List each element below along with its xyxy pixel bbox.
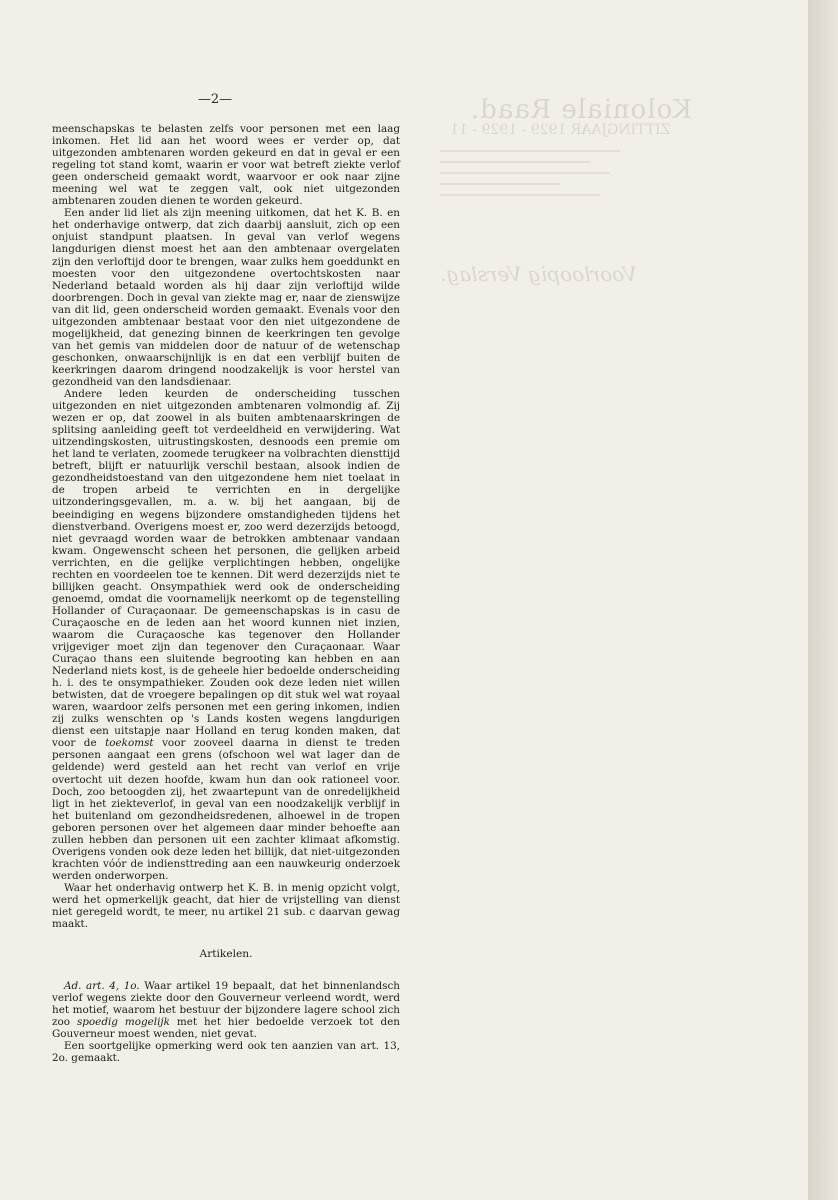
article-text-b: met het hier bedoelde verzoek tot den Gouverneur moest wenden, niet gevat. <box>52 1016 400 1041</box>
article-text-a: Waar artikel 19 bepaalt, dat het binnenlandsch verlof wegens ziekte door den Gouverneur verleend wordt, werd het motief, waarom het bestuur der bijzondere lagere school zich zoo <box>52 980 400 1029</box>
section-heading: Artikelen. <box>199 948 253 961</box>
article-emphasis: spoedig mogelijk <box>76 1016 170 1029</box>
article-reference: Ad. art. 4, 1o. <box>64 980 140 993</box>
article-paragraph <box>52 980 400 1040</box>
show-through-title: Koloniale Raad. <box>470 95 692 125</box>
show-through-lines <box>440 150 640 205</box>
show-through-session: ZITTINGJAAR 1929 - 1929 - 11 <box>450 122 671 138</box>
paragraph-3-continued: voor zooveel daarna in dienst te treden personen aangaat een grens (ofschoon wel wat lager dan de geldende) werd gesteld aan het recht van verlof en vrije overtocht uit dezen hoofde, kwam hun dan ook rationeel voor. Doch, zoo betoogden zij, het zwaartepunt van de onredelijkheid ligt in het ziekteverlof, in geval van een noodzakelijk verblijf in het buitenland om gezondheidsredenen, alhoewel in de tropen geboren personen over het algemeen daar minder behoefte aan zullen hebben dan personen uit een zachter klimaat afkomstig. Overigens vonden ook deze leden het billijk, dat niet-uitgezonden krachten vóór de indiensttreding aan een nauwkeurig onderzoek werden onderworpen. <box>52 737 400 882</box>
paragraph-3-text: Andere leden keurden de onderscheiding tusschen uitgezonden en niet uitgezonden ambtenaren volmondig af. Zij wezen er op, dat zoowel in als buiten ambtenaarskringen de splitsing aanleiding geeft tot verdeeldheid en verwijdering. Wat uitzendingskosten, uitrustingskosten, desnoods een premie om het land te verlaten, zoomede terugkeer na volbrachten diensttijd betreft, blijft er natuurlijk verschil bestaan, alsook indien de gezondheidstoestand van den uitgezondene hem niet toelaat in de tropen arbeid te verrichten en in dergelijke uitzonderingsgevallen, m. a. w. bij het aangaan, bij de beeindiging en wegens bijzondere omstandigheden tijdens het dienstverband. Overigens moest er, zoo werd dezerzijds betoogd, niet gevraagd worden waar de betrokken ambtenaar vandaan kwam. Ongewenscht scheen het personen, die gelijken arbeid verrichten, en die gelijke verplichtingen hebben, ongelijke rechten en voordeelen toe te kennen. Dit werd dezerzijds niet te billijken geacht. Onsympathiek werd ook de onderscheiding genoemd, omdat die voornamelijk neerkomt op de tegenstelling Hollander of Curaçaonaar. De gemeenschapskas is in casu de Curaçaosche en de leden aan het woord kunnen niet inzien, waarom die Curaçaosche kas tegenover den Hollander vrijgeviger moet zijn dan tegenover den Curaçaonaar. Waar Curaçao thans een sluitende begrooting kan hebben en aan Nederland niets kost, is de geheele hier bedoelde onderscheiding h. i. des te onsympathieker. Zouden ook deze leden niet willen betwisten, dat de vroegere bepalingen op dit stuk wel wat royaal waren, waardoor zelfs personen met een gering inkomen, indien zij zulks wenschten op 's Lands kosten wegens langdurigen dienst een uitstapje naar Holland en terug konden maken, dat voor de <box>52 388 400 750</box>
emphasis-toekomst: toekomst <box>105 737 154 750</box>
paragraph-4: Waar het onderhavig ontwerp het K. B. in menig opzicht volgt, werd het opmerkelijk geacht, dat hier de vrijstelling van dienst niet geregeld wordt, te meer, nu artikel 21 sub. c daarvan gewag maakt. <box>52 881 400 931</box>
show-through-report: Voorloopig Verslag. <box>440 262 637 286</box>
article-final-paragraph: Een soortgelijke opmerking werd ook ten aanzien van art. 13, 2o. gemaakt. <box>52 1040 400 1065</box>
page-number: —2— <box>197 92 233 107</box>
page-edge <box>808 0 838 1200</box>
paragraph-1: meenschapskas te belasten zelfs voor personen met een laag inkomen. Het lid aan het woord wees er verder op, dat uitgezonden ambtenaren worden gekeurd en dat in geval er een regeling tot stand komt, waarin er voor wat betreft ziekte verlof geen onderscheid gemaakt wordt, waarvoor er ook naar zijne meening wel wat te zeggen valt, ook niet uitgezonden ambtenaren zouden dienen te worden gekeurd. <box>52 123 400 208</box>
paragraph-3 <box>52 388 400 882</box>
text-column <box>52 123 400 1065</box>
paragraph-2: Een ander lid liet als zijn meening uitkomen, dat het K. B. en het onderhavige ontwerp, dat zich daarbij aansluit, zich op een onjuist standpunt plaatsen. In geval van verlof wegens langdurigen dienst moest het aan den ambtenaar overgelaten zijn den verloftijd door te brengen, waar zulks hem goeddunkt en moesten voor den uitgezondene overtochtskosten naar Nederland betaald worden als hij daar zijn verloftijd wilde doorbrengen. Doch in geval van ziekte mag er, naar de zienswijze van dit lid, geen onderscheid worden gemaakt. Evenals voor den uitgezonden ambtenaar bestaat voor den niet uitgezondene de mogelijkheid, dat genezing binnen de keerkringen ten gevolge van het gemis van middelen door de natuur of de wetenschap geschonken, onwaarschijnlijk is en dat een verblijf buiten de keerkringen daarom dringend noodzakelijk is voor herstel van gezondheid van den landsdienaar. <box>52 207 400 388</box>
